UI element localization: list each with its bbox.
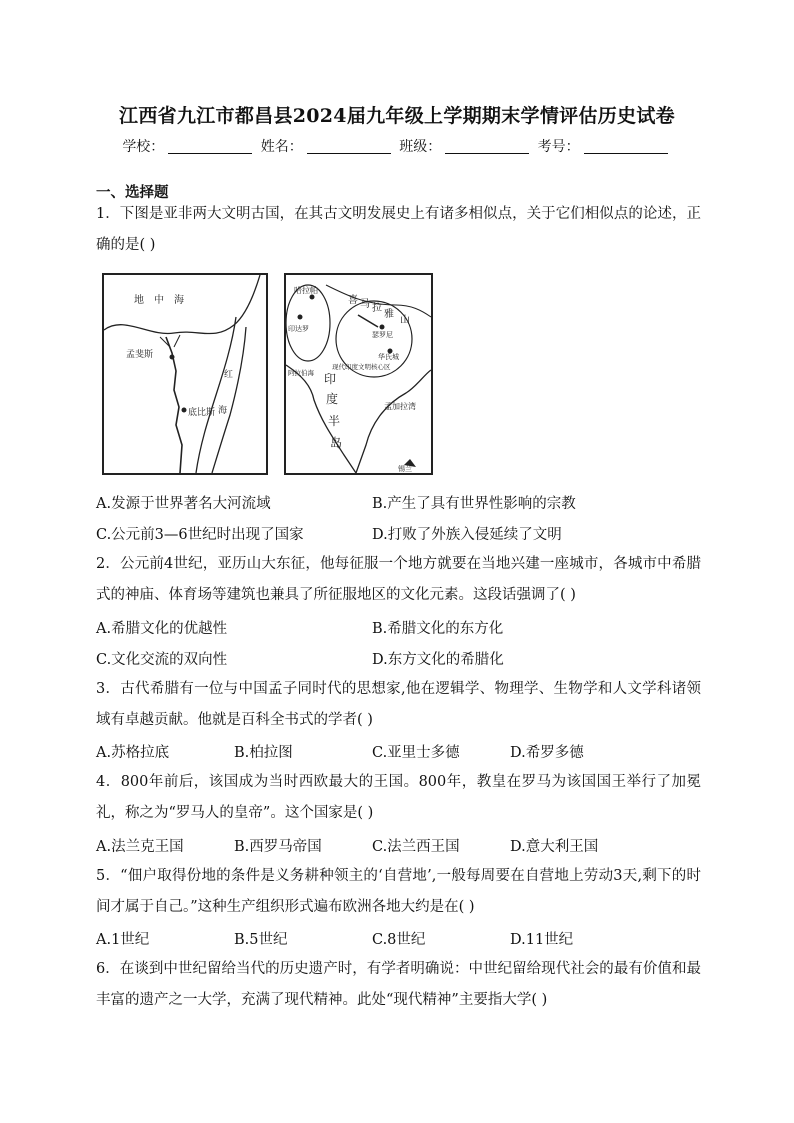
map-label-himalaya-2: 马: [360, 299, 370, 310]
map-label-mediterranean: 地 中 海: [134, 295, 184, 306]
class-label: 班级：: [399, 139, 442, 155]
egypt-map: [102, 273, 268, 475]
q3-option-b[interactable]: B.柏拉图: [234, 745, 293, 761]
exam-title: 江西省九江市都昌县2024届九年级上学期期末学情评估历史试卷: [119, 105, 675, 127]
exam-number-label: 考号：: [537, 139, 580, 155]
q3-options-row: [96, 741, 706, 761]
map-label-bay-of-bengal: 孟加拉湾: [384, 402, 416, 411]
q1-option-d[interactable]: D.打败了外族入侵延续了文明: [372, 527, 562, 543]
map-label-himalaya-1: 喜: [348, 295, 358, 306]
map-label-peninsula-4: 岛: [330, 436, 343, 450]
q4-options-row: [96, 835, 706, 855]
map-label-arabian-sea: 阿拉伯海: [288, 369, 314, 377]
q4-option-d[interactable]: D.意大利王国: [510, 839, 599, 855]
question-4: 4．800年前后，该国成为当时西欧最大的王国。800年，教皇在罗马为该国国王举行了加冕礼，称之为“罗马人的皇帝”。这个国家是( ): [96, 774, 701, 821]
map-label-sea: 海: [218, 406, 228, 416]
india-map-drawing: [286, 275, 431, 473]
q1-options-row-2: [96, 523, 706, 543]
map-label-harappa: 哈拉帕: [294, 286, 318, 295]
exam-number-field[interactable]: [584, 139, 668, 154]
q4-option-b[interactable]: B.西罗马帝国: [234, 839, 322, 855]
q2-option-c[interactable]: C.文化交流的双向性: [96, 652, 228, 668]
egypt-map-drawing: [104, 275, 266, 473]
q1-option-a[interactable]: A.发源于世界著名大河流域: [96, 496, 271, 512]
q2-options-row-1: [96, 617, 706, 637]
map-label-himalaya-3: 拉: [372, 303, 382, 314]
q4-option-c[interactable]: C.法兰西王国: [372, 839, 460, 855]
q5-options-row: [96, 928, 706, 948]
question-5: 5．“佃户取得份地的条件是义务耕种领主的‘自营地’,一般每周要在自营地上劳动3天,剩下的时间才属于自己。”这种生产组织形式遍布欧洲各地大约是在( ): [96, 868, 701, 915]
q4-option-a[interactable]: A.法兰克王国: [96, 839, 184, 855]
section-title: 一、选择题: [96, 184, 169, 201]
q2-option-d[interactable]: D.东方文化的希腊化: [372, 652, 504, 668]
q2-options-row-2: [96, 648, 706, 668]
india-map: [284, 273, 433, 475]
map-label-ceylon: 锡兰: [398, 465, 412, 473]
question-6: 6．在谈到中世纪留给当代的历史遗产时，有学者明确说：中世纪留给现代社会的最有价值和最丰富的遗产之一大学，充满了现代精神。此处“现代精神”主要指大学( ): [96, 961, 701, 1008]
map-label-peninsula-1: 印: [324, 372, 337, 386]
q1-option-b[interactable]: B.产生了具有世界性影响的宗教: [372, 496, 576, 512]
question-3: 3．古代希腊有一位与中国孟子同时代的思想家,他在逻辑学、物理学、生物学和人文学科诸领域有卓越贡献。他就是百科全书式的学者( ): [96, 681, 701, 728]
student-info-line: [0, 136, 794, 156]
q5-option-a[interactable]: A.1世纪: [96, 932, 150, 948]
name-field[interactable]: [307, 139, 391, 154]
q3-option-a[interactable]: A.苏格拉底: [96, 745, 170, 761]
map-label-himalaya-5: 山: [400, 315, 410, 326]
school-label: 学校：: [122, 139, 165, 155]
name-label: 姓名：: [260, 139, 303, 155]
q3-option-d[interactable]: D.希罗多德: [510, 745, 584, 761]
map-label-seroni: 瑟罗尼: [372, 331, 393, 339]
map-label-thebes: 底比斯: [188, 408, 216, 418]
q1-options-row-1: [96, 492, 706, 512]
question-1: 1．下图是亚非两大文明古国，在其古文明发展史上有诸多相似点，关于它们相似点的论述，正确的是( ): [96, 206, 701, 253]
class-field[interactable]: [445, 139, 529, 154]
map-label-mohenjo-daro: 印达罗: [288, 325, 309, 333]
school-field[interactable]: [168, 139, 252, 154]
map-label-memphis: 孟斐斯: [126, 350, 154, 360]
map-label-peninsula-2: 度: [326, 392, 339, 406]
q3-option-c[interactable]: C.亚里士多德: [372, 745, 460, 761]
map-label-red: 红: [224, 370, 234, 380]
map-label-himalaya-4: 雅: [384, 309, 394, 320]
q2-option-a[interactable]: A.希腊文化的优越性: [96, 621, 228, 637]
q5-option-b[interactable]: B.5世纪: [234, 932, 288, 948]
q2-option-b[interactable]: B.希腊文化的东方化: [372, 621, 504, 637]
map-label-peninsula-3: 半: [328, 414, 341, 428]
question-2: 2．公元前4世纪，亚历山大东征，他每征服一个地方就要在当地兴建一座城市，各城市中希腊式的神庙、体育场等建筑也兼具了所征服地区的文化元素。这段话强调了( ): [96, 556, 701, 603]
q1-option-c[interactable]: C.公元前3—6世纪时出现了国家: [96, 527, 304, 543]
q5-option-c[interactable]: C.8世纪: [372, 932, 426, 948]
map-label-pataliputra: 华氏城: [378, 353, 399, 361]
map-label-core-zone: 现代印度文明核心区: [332, 363, 391, 371]
q5-option-d[interactable]: D.11世纪: [510, 932, 574, 948]
